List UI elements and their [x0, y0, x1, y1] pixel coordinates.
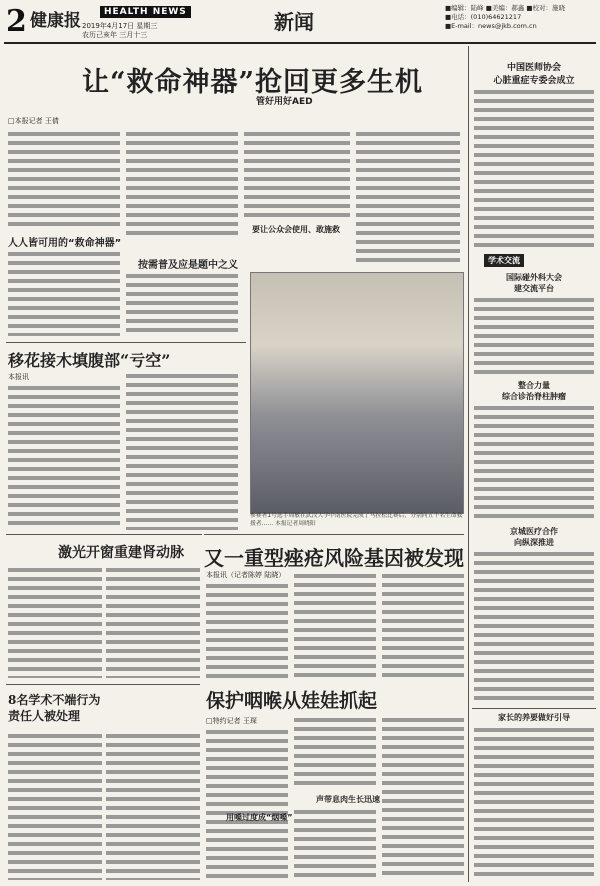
throat-text-col3 [382, 716, 464, 880]
lead-subhead-1: 人人皆可用的“救命神器” [8, 238, 122, 249]
sidebar-item-5-text [474, 726, 594, 880]
sidebar-item-4-line-1: 京城医疗合作 [510, 527, 558, 536]
masthead-rule [4, 42, 596, 44]
sidebar-item-4-text [474, 550, 594, 700]
editor-line-2: ■电话：(010)64621217 [445, 13, 522, 21]
sidebar-item-4-title [474, 526, 594, 548]
lead-text-col2 [126, 130, 238, 238]
section-title: 新闻 [274, 10, 314, 34]
throat-text-col2b [294, 808, 376, 880]
divider [6, 342, 246, 343]
sidebar-item-3-title [474, 380, 594, 402]
divider [6, 684, 200, 685]
bone-marrow-text-col1 [8, 384, 120, 530]
acne-text-col1 [206, 582, 288, 678]
sidebar-item-1-text [474, 88, 594, 248]
photo-caption [250, 512, 464, 528]
sidebar-item-1-title [474, 60, 594, 86]
lead-text-col4 [356, 130, 460, 266]
students-text-col2 [106, 732, 200, 880]
throat-text-col1 [206, 728, 288, 880]
throat-headline: 保护咽喉从娃娃抓起 [206, 690, 378, 712]
editor-line-1: ■编辑：陆峰 ■美编：郝鑫 ■校对：施晓 [445, 4, 566, 12]
paper-tag: HEALTH NEWS [100, 6, 191, 18]
kidney-text-col1 [8, 566, 102, 678]
sidebar-item-3-text [474, 404, 594, 522]
lead-subhead-4: 要让公众会使用、敢施救 [252, 225, 340, 234]
issue-date [82, 22, 157, 40]
date-line-2: 农历己亥年 三月十三 [82, 31, 148, 39]
students-headline-line-1: 8名学术不端行为 [8, 693, 101, 707]
sidebar-item-3-line-2: 综合诊治脊柱肿瘤 [502, 392, 566, 401]
students-headline-line-2: 责任人被处理 [8, 709, 81, 723]
bone-marrow-text-col2 [126, 372, 238, 530]
sidebar-item-4-line-2: 向纵深推进 [514, 538, 554, 547]
marathon-photo [250, 272, 464, 514]
lead-subhead-2: 按需普及应是题中之义 [138, 260, 238, 271]
sidebar-item-2-line-2: 建交流平台 [514, 284, 554, 293]
lead-byline: □本报记者 王倩 [8, 117, 59, 125]
acne-byline: 本报讯（记者陈婷 陆晓） [206, 571, 286, 579]
sidebar-item-5-title: 家长的养要做好引导 [498, 713, 570, 722]
editor-line-3: ■E-mail：news@jkb.com.cn [445, 22, 537, 30]
throat-text-col2 [294, 716, 376, 790]
paper-name: 健康报 [30, 11, 81, 31]
lead-text-col2b [126, 272, 238, 336]
lead-text-col1 [8, 130, 120, 230]
date-line-1: 2019年4月17日 星期三 [82, 22, 158, 30]
sidebar-item-1-line-1: 中国医师协会 [506, 63, 561, 73]
students-headline [8, 692, 100, 724]
acne-text-col3 [382, 572, 464, 678]
acne-text-col2 [294, 572, 376, 678]
sidebar-item-2-text [474, 296, 594, 376]
lead-text-col3 [244, 130, 350, 218]
bone-marrow-headline: 移花接木填腹部“亏空” [8, 351, 171, 370]
lead-subhead-3: 管好用好AED [256, 97, 313, 107]
throat-byline: □特约记者 王琛 [206, 717, 257, 725]
photo-credit: 本报记者周晓阳 [275, 521, 316, 527]
sidebar-tag: 学术交流 [484, 254, 524, 267]
divider [6, 534, 202, 535]
sidebar-item-2-title [474, 272, 594, 294]
bone-marrow-byline: 本报讯 [8, 373, 29, 381]
throat-subhead-1: 用嗓过度成“烟嗓” [226, 813, 293, 822]
kidney-text-col2 [106, 566, 200, 678]
sidebar-item-1-line-2: 心脏重症专委会成立 [493, 76, 575, 86]
masthead [0, 0, 600, 44]
editor-info [445, 4, 595, 31]
acne-headline: 又一重型痤疮风险基因被发现 [204, 546, 464, 570]
kidney-headline: 激光开窗重建肾动脉 [58, 545, 184, 561]
divider [204, 534, 464, 535]
sidebar-item-3-line-1: 整合力量 [518, 381, 550, 390]
page-number: 2 [6, 4, 27, 39]
photo-caption-text: 参赛者1号选手周敏在武汉大学中南医院完成了马拉松比赛后，分别向五千名生命救援者…… [250, 513, 463, 527]
students-text-col1 [8, 732, 102, 880]
divider [472, 708, 596, 709]
lead-text-col1b [8, 250, 120, 336]
sidebar-divider [468, 46, 469, 882]
sidebar-item-2-line-1: 国际碰外科大会 [506, 273, 562, 282]
lead-headline: 让“救命神器”抢回更多生机 [82, 67, 424, 98]
throat-subhead-2: 声带息肉生长迅速 [316, 795, 380, 804]
